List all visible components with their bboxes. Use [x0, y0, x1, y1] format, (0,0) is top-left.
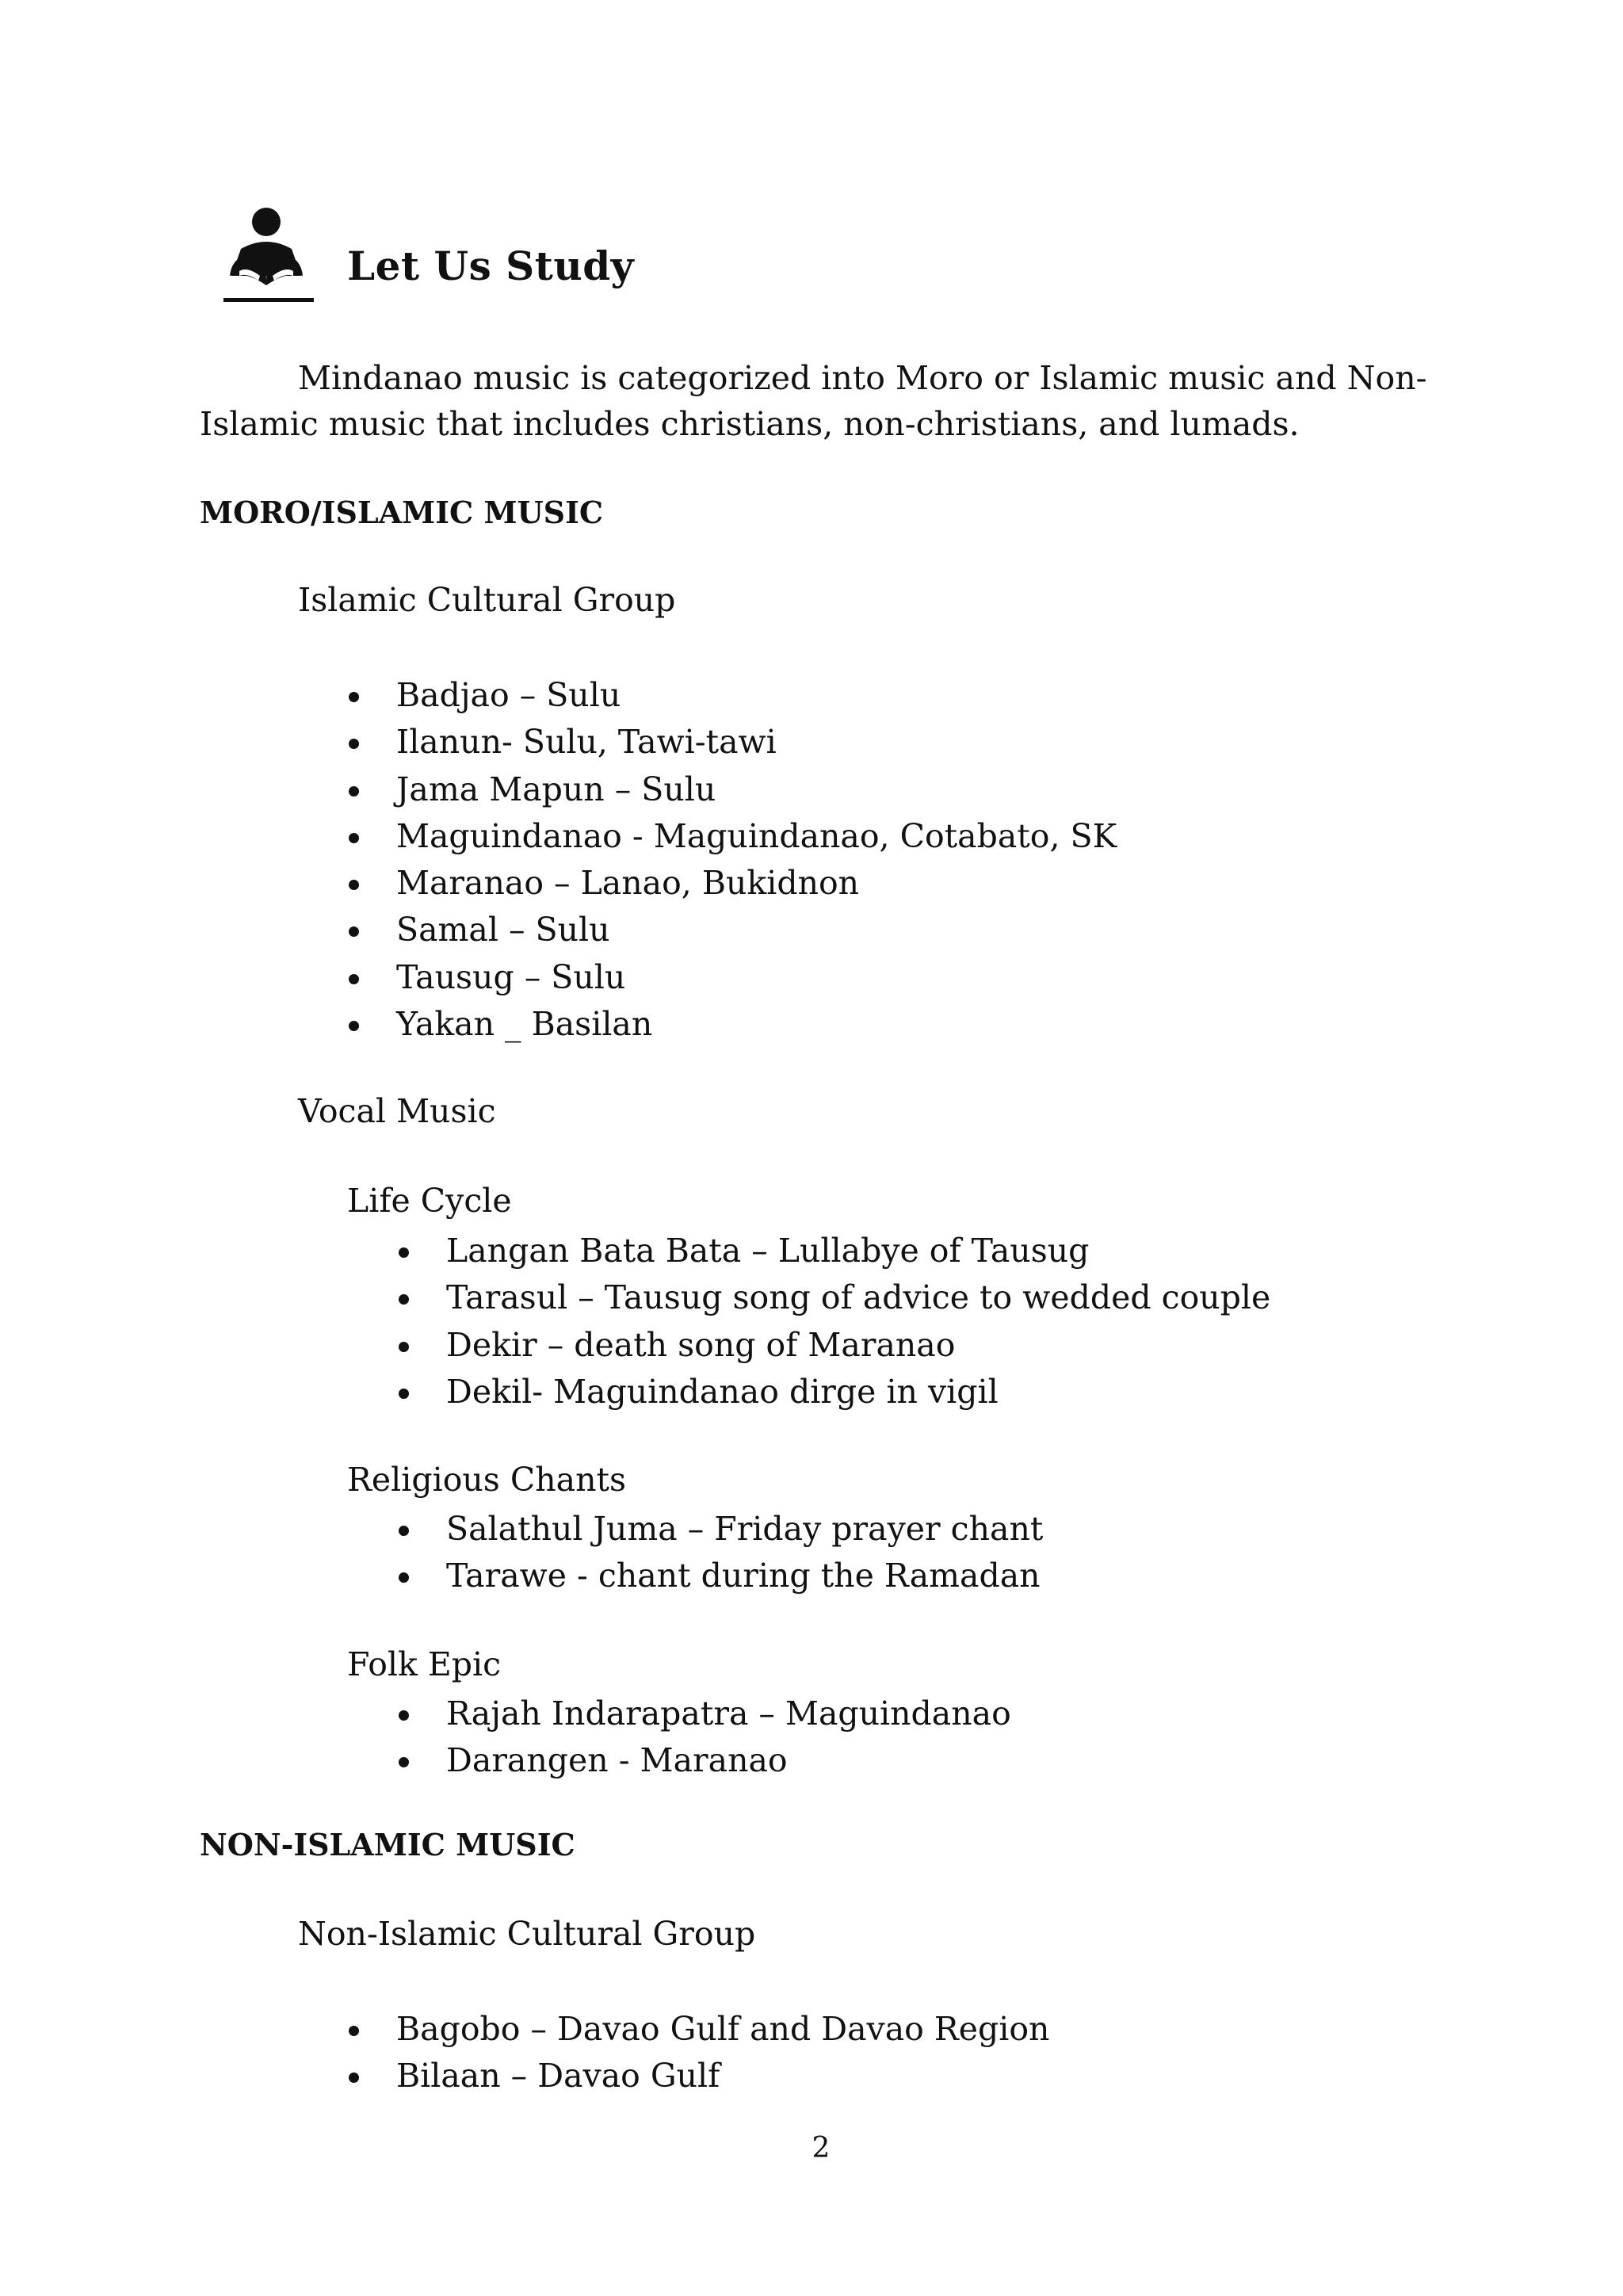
- intro-text: Mindanao music is categorized into Moro or Islamic music and Non-Islamic music that includes christians, non-christians, and lumads.: [200, 359, 1427, 443]
- intro-paragraph: [200, 355, 1442, 447]
- list-item: Ilanun- Sulu, Tawi-tawi: [396, 719, 1117, 766]
- islamic-cultural-group-label: Islamic Cultural Group: [298, 581, 676, 619]
- bullet-icon: [399, 1526, 409, 1536]
- list-item: Dekil- Maguindanao dirge in vigil: [446, 1369, 1270, 1415]
- folk-epic-list: [446, 1690, 1011, 1785]
- bullet-icon: [399, 1710, 409, 1721]
- life-cycle-list: [446, 1228, 1270, 1415]
- bullet-icon: [349, 1021, 359, 1031]
- list-item: Tausug – Sulu: [396, 954, 1117, 1001]
- bullet-icon: [349, 926, 359, 937]
- page-number: 2: [812, 2132, 831, 2164]
- non-islamic-heading: NON-ISLAMIC MUSIC: [200, 1827, 575, 1862]
- list-item: Darangen - Maranao: [446, 1737, 1011, 1784]
- religious-chants-label: Religious Chants: [347, 1461, 627, 1499]
- bullet-icon: [349, 2026, 359, 2036]
- bullet-icon: [399, 1342, 409, 1352]
- bullet-icon: [349, 692, 359, 702]
- reader-with-book-icon: [223, 203, 317, 306]
- religious-chants-list: [446, 1506, 1043, 1600]
- bullet-icon: [349, 880, 359, 890]
- bullet-icon: [349, 786, 359, 797]
- non-islamic-cultural-group-label: Non-Islamic Cultural Group: [298, 1915, 756, 1953]
- list-item: Bilaan – Davao Gulf: [396, 2053, 1049, 2099]
- bullet-icon: [399, 1389, 409, 1399]
- list-item: Bagobo – Davao Gulf and Davao Region: [396, 2006, 1049, 2053]
- list-item: Tarasul – Tausug song of advice to wedded couple: [446, 1274, 1270, 1321]
- islamic-cultural-group-list: [396, 672, 1117, 1048]
- section-title: Let Us Study: [347, 243, 635, 289]
- list-item: Rajah Indarapatra – Maguindanao: [446, 1690, 1011, 1737]
- moro-islamic-heading: MORO/ISLAMIC MUSIC: [200, 495, 604, 530]
- list-item: Maguindanao - Maguindanao, Cotabato, SK: [396, 813, 1117, 860]
- vocal-music-label: Vocal Music: [298, 1092, 496, 1130]
- bullet-icon: [399, 1572, 409, 1583]
- bullet-icon: [349, 2073, 359, 2083]
- bullet-icon: [399, 1294, 409, 1305]
- non-islamic-cultural-group-list: [396, 2006, 1049, 2100]
- bullet-icon: [349, 833, 359, 843]
- list-item: Samal – Sulu: [396, 907, 1117, 953]
- list-item: Maranao – Lanao, Bukidnon: [396, 860, 1117, 907]
- life-cycle-label: Life Cycle: [347, 1182, 512, 1220]
- bullet-icon: [399, 1247, 409, 1258]
- list-item: Tarawe - chant during the Ramadan: [446, 1553, 1043, 1599]
- list-item: Yakan _ Basilan: [396, 1001, 1117, 1048]
- bullet-icon: [349, 739, 359, 749]
- list-item: Jama Mapun – Sulu: [396, 766, 1117, 813]
- folk-epic-label: Folk Epic: [347, 1645, 502, 1683]
- list-item: Badjao – Sulu: [396, 672, 1117, 719]
- list-item: Dekir – death song of Maranao: [446, 1322, 1270, 1369]
- bullet-icon: [349, 974, 359, 984]
- list-item: Salathul Juma – Friday prayer chant: [446, 1506, 1043, 1553]
- list-item: Langan Bata Bata – Lullabye of Tausug: [446, 1228, 1270, 1274]
- bullet-icon: [399, 1757, 409, 1767]
